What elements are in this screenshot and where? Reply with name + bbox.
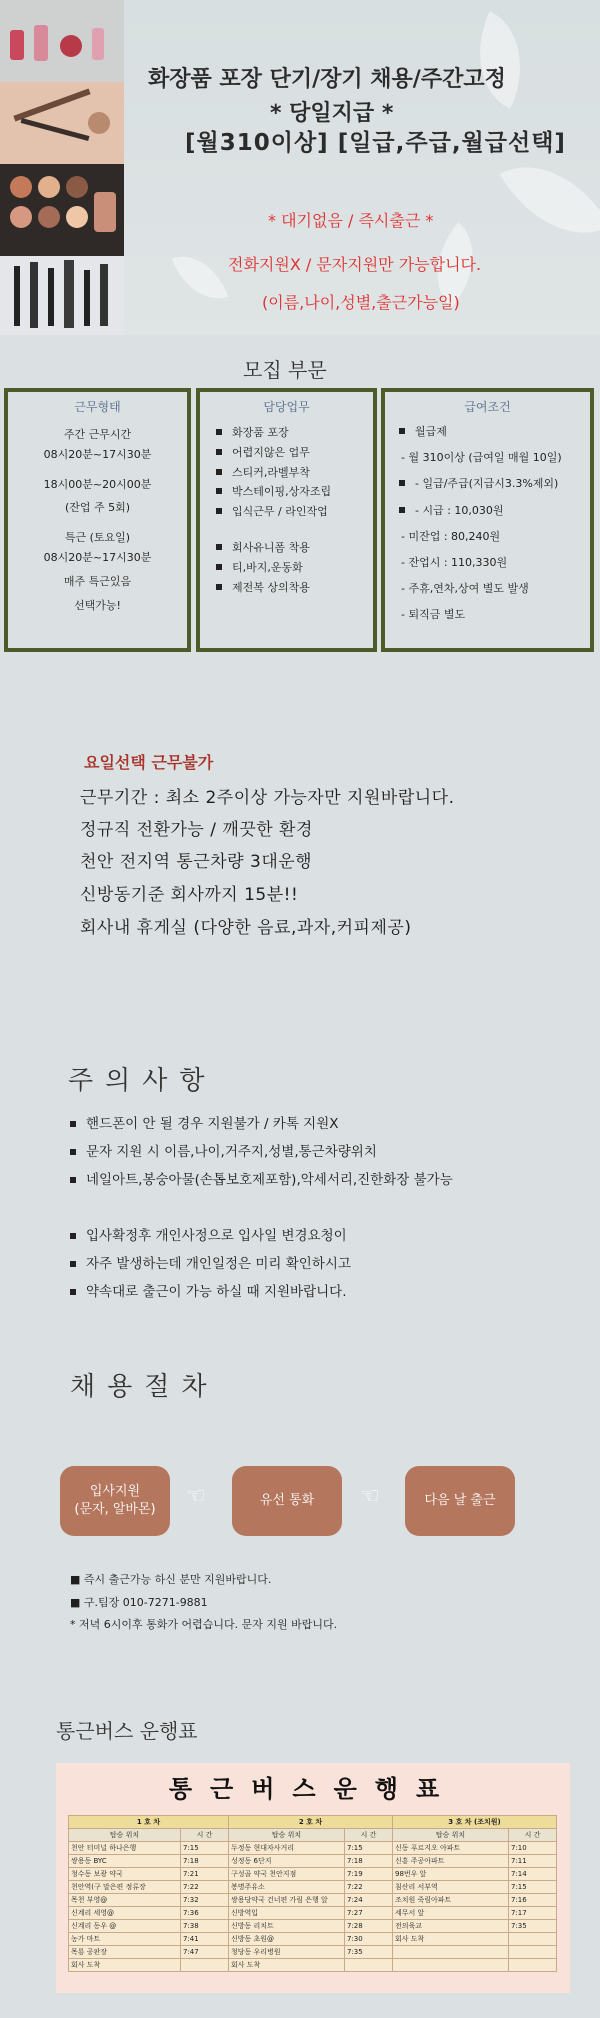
weekday-select-warning: 요일선택 근무불가 <box>84 753 214 772</box>
pay-card <box>381 388 594 652</box>
bus-stop-cell: 회사 도착 <box>393 1933 509 1946</box>
bus-time-cell: 7:24 <box>345 1894 393 1907</box>
bus-time-cell: 7:16 <box>509 1894 557 1907</box>
bus-stop-cell: 신계리 세영@ <box>69 1907 181 1920</box>
process-heading: 채용절차 <box>70 1372 219 1402</box>
bus-time-cell: 7:15 <box>181 1842 229 1855</box>
bus-time-cell: 7:10 <box>509 1842 557 1855</box>
pay-title: 급여조건 <box>464 400 511 414</box>
work-type-line: 08시20분~17시30분 <box>43 550 152 564</box>
bus-time-cell: 7:18 <box>345 1855 393 1868</box>
bus-stop-cell: 98번우 앞 <box>393 1868 509 1881</box>
bus-car-header: 1 호 차 <box>69 1816 229 1829</box>
process-note: ■ 즉시 출근가능 하신 분만 지원바랍니다. <box>70 1573 272 1586</box>
bus-time-cell: 7:22 <box>345 1881 393 1894</box>
bus-time-cell: 7:22 <box>181 1881 229 1894</box>
notice-item: 핸드폰이 안 될 경우 지원불가 / 카톡 지원X <box>86 1116 339 1132</box>
duties-card <box>196 388 377 652</box>
bus-time-cell: 7:19 <box>345 1868 393 1881</box>
eyeshadow-palette-photo <box>0 164 124 256</box>
bus-stop-cell: 쌍용동 BYC <box>69 1855 181 1868</box>
bus-stop-cell: 회사 도착 <box>69 1959 181 1972</box>
bus-table-row <box>69 1946 557 1959</box>
notice-item: 자주 발생하는데 개인일정은 미리 확인하시고 <box>86 1256 351 1272</box>
notice-item: 입사확정후 개인사정으로 입사일 변경요청이 <box>86 1228 347 1244</box>
bus-stop-cell <box>393 1946 509 1959</box>
work-type-line: 특근 (토요일) <box>64 531 131 545</box>
duty-item: 스티커,라벨부착 <box>232 465 310 479</box>
bus-table-row <box>69 1842 557 1855</box>
bus-col-time: 시 간 <box>509 1829 557 1842</box>
bus-car-header: 2 호 차 <box>229 1816 393 1829</box>
bus-stop-cell: 신방역입 <box>229 1907 345 1920</box>
pay-conditions-banner: [월310이상] [일급,주급,월급선택] <box>185 130 566 156</box>
bus-time-cell: 7:15 <box>509 1881 557 1894</box>
work-type-card <box>4 388 191 652</box>
bus-stop-cell: 농가 마트 <box>69 1933 181 1946</box>
nail-polish-photo <box>0 0 124 82</box>
bus-time-cell: 7:41 <box>181 1933 229 1946</box>
bus-stop-cell: 신계리 동우 @ <box>69 1920 181 1933</box>
bus-time-cell <box>345 1959 393 1972</box>
text-only-apply-note: 전화지원X / 문자지원만 가능합니다. <box>228 255 482 274</box>
bus-table-row <box>69 1881 557 1894</box>
duty-item: 박스테이핑,상자조립 <box>232 485 332 499</box>
pay-item: - 잔업시 : 110,330원 <box>401 555 508 569</box>
bus-col-place: 탑승 위치 <box>393 1829 509 1842</box>
bus-col-place: 탑승 위치 <box>69 1829 181 1842</box>
bus-time-cell: 7:47 <box>181 1946 229 1959</box>
bus-stop-cell: 구성골 약국 천안지점 <box>229 1868 345 1881</box>
makeup-brushes-photo <box>0 256 124 335</box>
pointing-hand-icon: ☜ <box>186 1484 206 1509</box>
duty-item: 회사유니폼 착용 <box>232 540 310 554</box>
bus-table-row <box>69 1855 557 1868</box>
bus-timetable <box>68 1815 557 1972</box>
bus-table-row <box>69 1907 557 1920</box>
bus-stop-cell: 신흥 주공아파트 <box>393 1855 509 1868</box>
bus-table-row <box>69 1920 557 1933</box>
bus-time-cell <box>509 1946 557 1959</box>
bus-time-cell: 7:36 <box>181 1907 229 1920</box>
pay-item: - 퇴직금 별도 <box>401 608 466 622</box>
bus-time-cell: 7:30 <box>345 1933 393 1946</box>
bus-time-cell: 7:11 <box>509 1855 557 1868</box>
same-day-pay-banner: * 당일지급 * <box>270 101 394 126</box>
bus-stop-cell: 전의육교 <box>393 1920 509 1933</box>
bus-time-cell: 7:35 <box>345 1946 393 1959</box>
work-type-line: 선택가능! <box>74 598 121 612</box>
bus-stop-cell: 천안 터미널 하나은행 <box>69 1842 181 1855</box>
apply-info-note: (이름,나이,성별,출근가능일) <box>262 293 460 312</box>
bus-time-cell: 7:14 <box>509 1868 557 1881</box>
bus-stop-cell: 조치원 죽림아파트 <box>393 1894 509 1907</box>
notice-heading: 주의사항 <box>68 1066 217 1096</box>
bus-table-row <box>69 1933 557 1946</box>
bus-table-row <box>69 1894 557 1907</box>
info-line: 천안 전지역 통근차량 3대운행 <box>80 852 313 872</box>
recruit-heading: 모집 부문 <box>243 358 327 382</box>
bus-stop-cell: 신동 푸르지오 아파트 <box>393 1842 509 1855</box>
makeup-tools-photo <box>0 82 124 164</box>
bus-stop-cell: 목룡 공판장 <box>69 1946 181 1959</box>
pay-item: - 시급 : 10,030원 <box>415 503 504 517</box>
work-type-line: (잔업 주 5회) <box>64 501 131 515</box>
duty-item: 티,바지,운동화 <box>232 560 303 574</box>
duty-item: 화장품 포장 <box>232 426 289 439</box>
bus-stop-cell: 신방동 초원@ <box>229 1933 345 1946</box>
page-title: 화장품 포장 단기/장기 채용/주간고정 <box>148 67 506 92</box>
pay-item: - 주휴,연차,상여 별도 발생 <box>401 582 529 596</box>
pay-item: - 일급/주급(지급시3.3%제외) <box>415 477 559 491</box>
hero-banner <box>0 0 600 335</box>
bus-time-cell: 7:38 <box>181 1920 229 1933</box>
work-type-line: 주간 근무시간 <box>63 428 132 441</box>
pay-item: - 월 310이상 (급여일 매월 10일) <box>401 451 562 465</box>
bus-board-title: 통근버스운행표 <box>168 1775 458 1803</box>
bus-stop-cell: 목천 부영@ <box>69 1894 181 1907</box>
info-line: 신방동기준 회사까지 15분!! <box>80 885 299 905</box>
bus-time-cell: 7:28 <box>345 1920 393 1933</box>
bus-table-row <box>69 1868 557 1881</box>
bus-table-row <box>69 1959 557 1972</box>
bus-time-cell <box>509 1959 557 1972</box>
duty-item: 제전복 상의착용 <box>232 580 310 594</box>
bus-stop-cell <box>393 1959 509 1972</box>
bus-stop-cell: 쌍용당약국 건너편 가림 은행 앞 <box>229 1894 345 1907</box>
bus-col-time: 시 간 <box>345 1829 393 1842</box>
bus-car-header: 3 호 차 (조치원) <box>393 1816 557 1829</box>
pay-item: - 미잔업 : 80,240원 <box>401 529 501 543</box>
step-apply: 입사지원 (문자, 알바몬) <box>60 1466 170 1536</box>
bus-time-cell <box>509 1933 557 1946</box>
bus-stop-cell: 신방동 리치트 <box>229 1920 345 1933</box>
bus-time-cell: 7:18 <box>181 1855 229 1868</box>
pay-item: 월급제 <box>415 425 447 438</box>
bus-time-cell: 7:27 <box>345 1907 393 1920</box>
bus-timetable-board <box>56 1763 570 1993</box>
bus-time-cell: 7:15 <box>345 1842 393 1855</box>
bus-time-cell: 7:32 <box>181 1894 229 1907</box>
work-type-line: 매주 특근있음 <box>63 574 132 588</box>
work-type-title: 근무형태 <box>74 400 121 414</box>
duties-title: 담당업무 <box>263 400 310 414</box>
pointing-hand-icon: ☜ <box>360 1484 380 1509</box>
bus-time-cell: 7:21 <box>181 1868 229 1881</box>
bus-stop-cell: 청수동 보광 약국 <box>69 1868 181 1881</box>
bus-stop-cell: 침산리 서부역 <box>393 1881 509 1894</box>
bus-stop-cell: 회사 도착 <box>229 1959 345 1972</box>
notice-item: 약속대로 출근이 가능 하실 때 지원바랍니다. <box>86 1284 347 1300</box>
work-type-line: 18시00분~20시00분 <box>43 477 152 491</box>
no-waiting-note: * 대기없음 / 즉시출근 * <box>268 211 434 230</box>
bus-stop-cell: 두정동 현대자사거리 <box>229 1842 345 1855</box>
bus-time-cell: 7:17 <box>509 1907 557 1920</box>
cosmetics-photo-strip <box>0 0 124 335</box>
step-start-work: 다음 날 출근 <box>405 1466 515 1536</box>
info-line: 정규직 전환가능 / 깨끗한 환경 <box>80 820 313 840</box>
bus-stop-cell: 천안역(구 말은편 정류장 <box>69 1881 181 1894</box>
contact-phone: ■ 구.팀장 010-7271-9881 <box>70 1596 208 1609</box>
bus-col-place: 탑승 위치 <box>229 1829 345 1842</box>
bus-stop-cell: 세무서 앞 <box>393 1907 509 1920</box>
info-line: 회사내 휴게실 (다양한 음료,과자,커피제공) <box>80 918 412 938</box>
bus-time-cell <box>181 1959 229 1972</box>
duty-item: 입식근무 / 라인작업 <box>232 505 328 519</box>
bus-heading: 통근버스 운행표 <box>56 1719 198 1743</box>
bus-stop-cell: 성정동 6단지 <box>229 1855 345 1868</box>
bus-col-time: 시 간 <box>181 1829 229 1842</box>
duty-item: 어렵지않은 업무 <box>232 445 310 459</box>
bus-time-cell: 7:35 <box>509 1920 557 1933</box>
bus-stop-cell: 청당동 우리병원 <box>229 1946 345 1959</box>
work-type-line: 08시20분~17시30분 <box>43 447 152 461</box>
bus-stop-cell: 봉명주유소 <box>229 1881 345 1894</box>
notice-item: 네일아트,봉숭아물(손톱보호제포함),악세서리,진한화장 불가능 <box>86 1172 453 1188</box>
step-phone-call: 유선 통화 <box>232 1466 342 1536</box>
process-note: * 저녁 6시이후 통화가 어렵습니다. 문자 지원 바랍니다. <box>70 1618 338 1631</box>
info-line: 근무기간 : 최소 2주이상 가능자만 지원바랍니다. <box>80 788 455 808</box>
notice-item: 문자 지원 시 이름,나이,거주지,성별,통근차량위치 <box>86 1144 377 1160</box>
